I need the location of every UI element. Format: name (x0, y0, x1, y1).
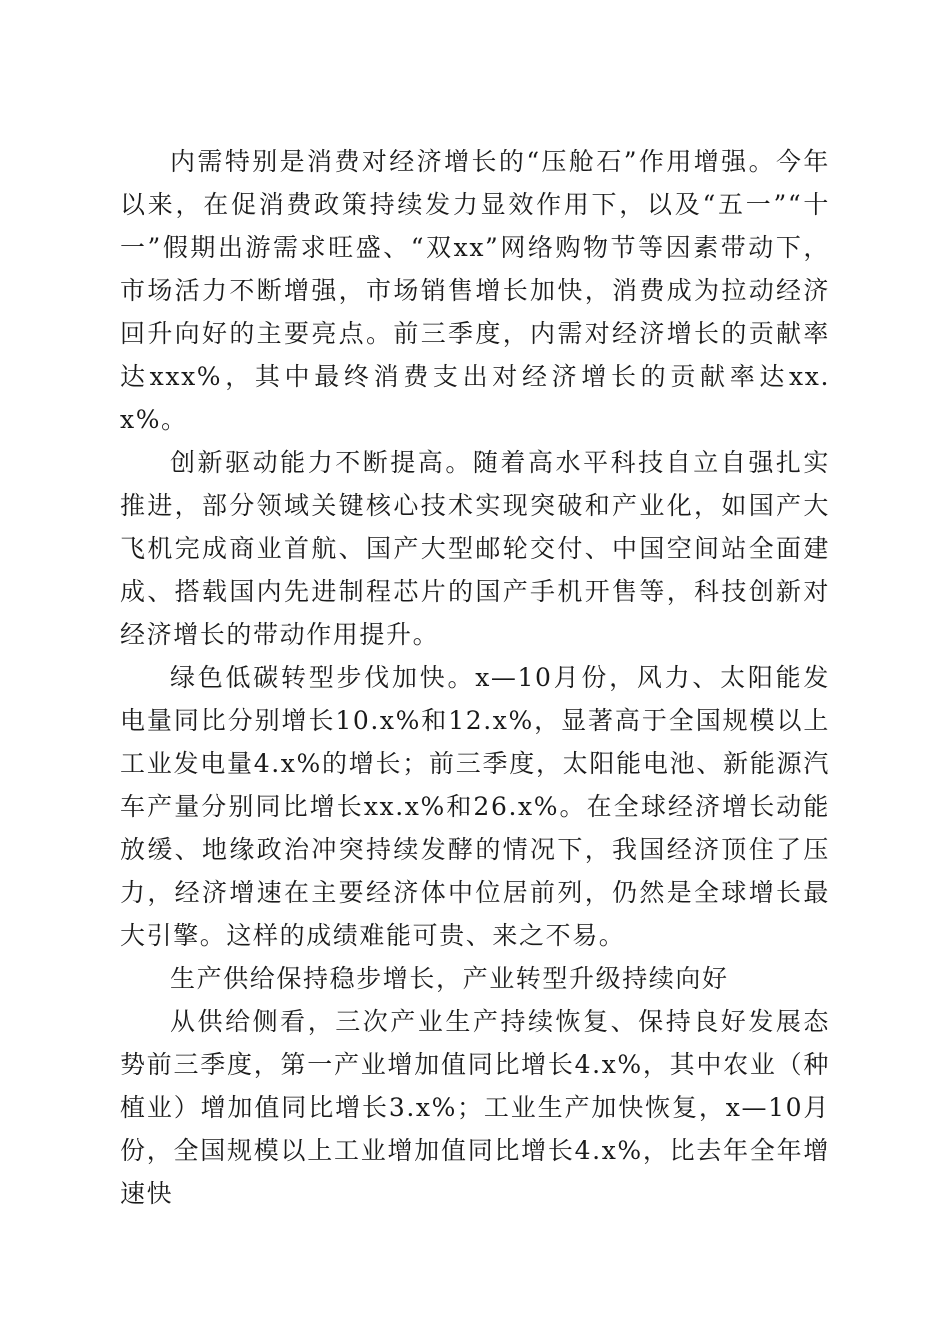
paragraph-green-transition: 绿色低碳转型步伐加快。x—10月份，风力、太阳能发电量同比分别增长10.x%和12.x%，显著高于全国规模以上工业发电量4.x%的增长；前三季度，太阳能电池、新能源汽车产量分别同比增长xx.x%和26.x%。在全球经济增长动能放缓、地缘政治冲突持续发酵的情况下，我国经济顶住了压力，经济增速在主要经济体中位居前列，仍然是全球增长最大引擎。这样的成绩难能可贵、来之不易。 (120, 663, 830, 950)
section-heading: 生产供给保持稳步增长，产业转型升级持续向好 (170, 964, 729, 993)
paragraph-consumption: 内需特别是消费对经济增长的“压舱石”作用增强。今年以来，在促消费政策持续发力显效作用下，以及“五一”“十一”假期出游需求旺盛、“双xx”网络购物节等因素带动下，市场活力不断增强，市场销售增长加快，消费成为拉动经济回升向好的主要亮点。前三季度，内需对经济增长的贡献率达xxx%，其中最终消费支出对经济增长的贡献率达xx.x%。 (120, 147, 830, 434)
document-body (120, 140, 830, 1215)
paragraph-supply-side: 从供给侧看，三次产业生产持续恢复、保持良好发展态势前三季度，第一产业增加值同比增长4.x%，其中农业（种植业）增加值同比增长3.x%；工业生产加快恢复，x—10月份，全国规模以上工业增加值同比增长4.x%，比去年全年增速快 (120, 1007, 830, 1208)
paragraph-innovation: 创新驱动能力不断提高。随着高水平科技自立自强扎实推进，部分领域关键核心技术实现突破和产业化，如国产大飞机完成商业首航、国产大型邮轮交付、中国空间站全面建成、搭载国内先进制程芯片的国产手机开售等，科技创新对经济增长的带动作用提升。 (120, 448, 830, 649)
